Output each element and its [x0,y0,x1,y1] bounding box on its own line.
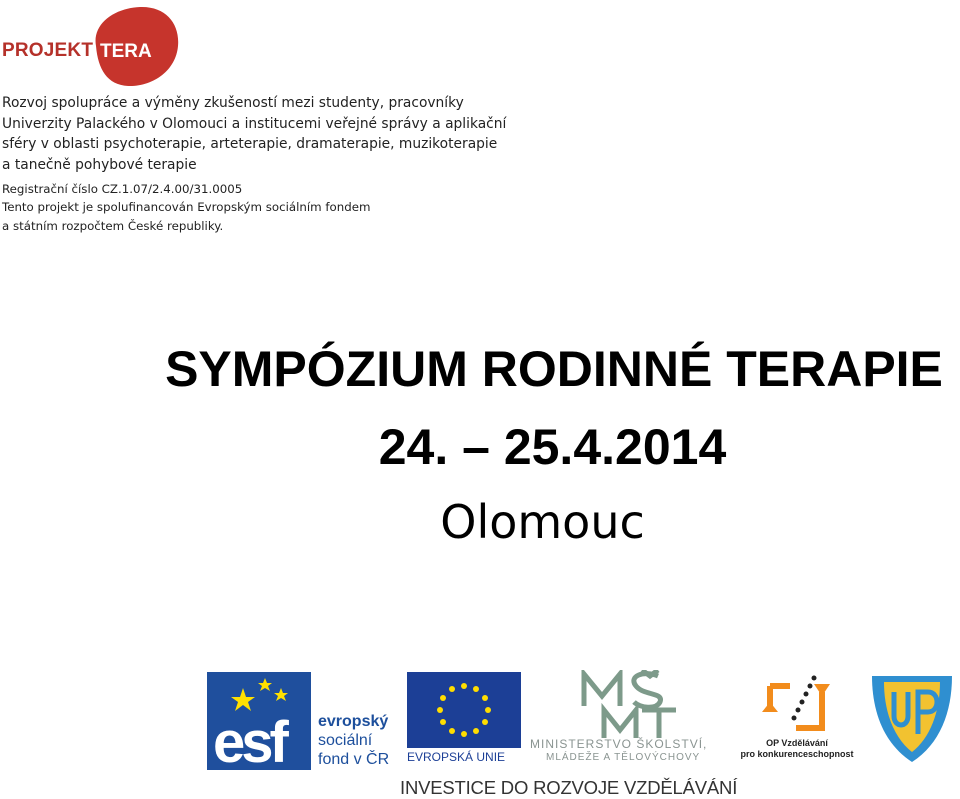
description-line: a tanečně pohybové terapie [2,156,197,173]
op-vk-line: pro konkurenceschopnost [740,749,854,759]
funding-line: Tento projekt je spolufinancován Evropským sociálním fondem [2,200,371,215]
project-description [2,93,547,175]
event-dates: 24. – 25.4.2014 [378,419,727,475]
esf-label [318,712,389,769]
registration-line: Registrační číslo CZ.1.07/2.4.00/31.0005 [2,182,243,196]
event-title: SYMPÓZIUM RODINNÉ TERAPIE [165,341,943,397]
funding-line: a státním rozpočtem České republiky. [2,218,224,233]
description-line: Rozvoj spolupráce a výměny zkušeností mezi studenty, pracovníky [2,95,464,111]
investice-label: INVESTICE DO ROZVOJE VZDĚLÁVÁNÍ [400,777,738,798]
description-line: sféry v oblasti psychoterapie, arteterapie, dramaterapie, muzikoterapie [2,136,498,153]
upol-shield-icon [868,672,956,764]
msmt-label: MINISTERSTVO ŠKOLSTVÍ, [530,737,708,751]
op-vk-line: OP Vzdělávání [766,738,828,748]
description-line: Univerzity Palackého v Olomouci a institucemi veřejné správy a aplikační [2,115,507,132]
event-city: Olomouc [440,495,645,549]
msmt-sublabel: MLÁDEŽE A TĚLOVÝCHOVY [546,752,701,763]
eu-flag-icon [407,672,521,748]
registration-info [2,180,370,235]
msmt-logo-icon [580,670,680,742]
projekt-label: PROJEKT [2,40,94,61]
esf-line: evropský [318,713,389,730]
op-vk-label [728,738,866,760]
op-vk-logo-icon [760,672,832,742]
eu-label: EVROPSKÁ UNIE [407,750,506,764]
svg-text:esf: esf [213,710,285,770]
esf-line: fond v ČR [318,751,390,768]
esf-line: sociální [318,732,373,749]
tera-label: TERA [100,41,152,62]
